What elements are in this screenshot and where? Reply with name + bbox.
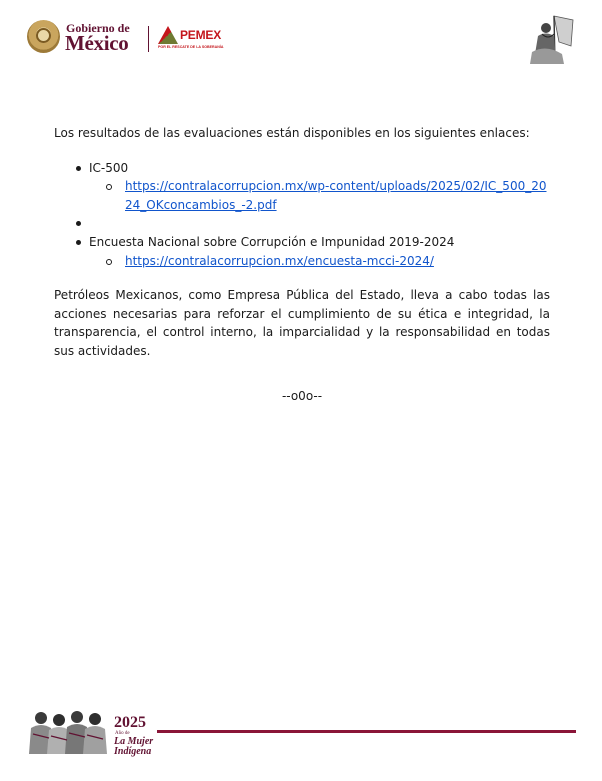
footer-year: 2025 (114, 714, 146, 731)
encuesta-link[interactable]: https://contralacorrupcion.mx/encuesta-mcci-2024/ (125, 253, 434, 268)
results-list (54, 159, 550, 271)
indigenous-women-illustration-icon (27, 704, 109, 754)
sublist-item (89, 177, 550, 214)
pemex-tagline: POR EL RESCATE DE LA SOBERANÍA (158, 45, 224, 49)
sublist (89, 252, 550, 271)
list-item-label: IC-500 (89, 160, 129, 175)
pemex-wordmark: PEMEX (180, 28, 222, 42)
page-header (0, 0, 602, 70)
closing-paragraph: Petróleos Mexicanos, como Empresa Pública del Estado, lleva a cabo todas las acciones necesarias para reforzar el cumplimiento de su ética e integridad, la transparencia, el control interno, la imparcialidad y la responsabilidad en todas sus actividades. (54, 288, 550, 358)
header-divider (148, 26, 149, 52)
pemex-mark-icon (158, 26, 178, 44)
document-body (54, 124, 550, 406)
sublist (89, 177, 550, 214)
list-gap (54, 214, 550, 233)
footer-subtitle: Año de (115, 731, 130, 736)
heroine-illustration-icon (524, 14, 576, 66)
national-seal-icon (27, 20, 60, 53)
gobierno-de-mexico-logo (27, 20, 137, 56)
footer-rule (157, 730, 576, 733)
end-mark: --o0o-- (281, 389, 323, 403)
list-item-encuesta (54, 233, 550, 270)
gobierno-small-text: Gobierno de (66, 21, 130, 35)
footer-name-line1: La Mujer (114, 736, 154, 747)
page-footer (0, 700, 602, 770)
mexico-text: México (65, 31, 129, 55)
intro-paragraph: Los resultados de las evaluaciones están disponibles en los siguientes enlaces: (54, 126, 530, 140)
list-item-label: Encuesta Nacional sobre Corrupción e Impunidad 2019-2024 (89, 235, 455, 249)
footer-name-line2: Indígena (114, 746, 152, 757)
sublist-item (89, 252, 550, 271)
list-item-ic500 (54, 159, 550, 215)
ic500-link[interactable]: https://contralacorrupcion.mx/wp-content/uploads/2025/02/IC_500_2024_OKconcambios_-2.pdf (125, 179, 547, 212)
pemex-logo (158, 26, 238, 52)
